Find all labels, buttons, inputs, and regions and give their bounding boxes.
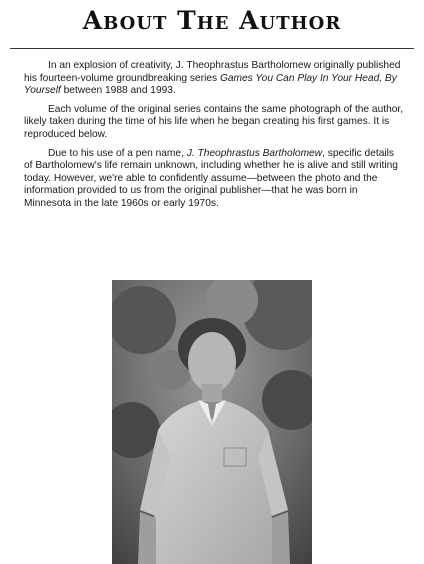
author-photo — [112, 280, 312, 564]
paragraph-1-series-title: Games You Can Play In Your Head, By Yourself — [24, 72, 397, 97]
page-title: About The Author — [82, 6, 342, 35]
paragraph-3-text-end: , specific details of Bartholomew's life remain unknown, including whether he is alive and still writing today. However, we're able to confidently assume—between the photo and the information provided to us from the original publisher—that he was born in Minnesota in the late 1960s or early 1970s. — [24, 147, 398, 209]
author-photo-image — [112, 280, 312, 564]
paragraph-1-text: In an explosion of creativity, J. Theophrastus Bartholomew originally published his fourteen-volume groundbreaking series — [24, 60, 401, 84]
article-body — [24, 60, 404, 217]
paragraph-1-text-end: between 1988 and 1993. — [60, 85, 176, 97]
paragraph-1 — [24, 60, 404, 98]
paragraph-2 — [24, 104, 404, 142]
title-divider — [10, 48, 414, 49]
paragraph-2-text: Each volume of the original series contains the same photograph of the author, likely taken during the time of his life when he began creating his first games. It is reproduced below. — [24, 103, 404, 140]
paragraph-3 — [24, 148, 404, 211]
paragraph-3-pen-name: J. Theophrastus Bartholomew — [186, 147, 323, 159]
paragraph-3-text: Due to his use of a pen name, — [48, 147, 187, 159]
